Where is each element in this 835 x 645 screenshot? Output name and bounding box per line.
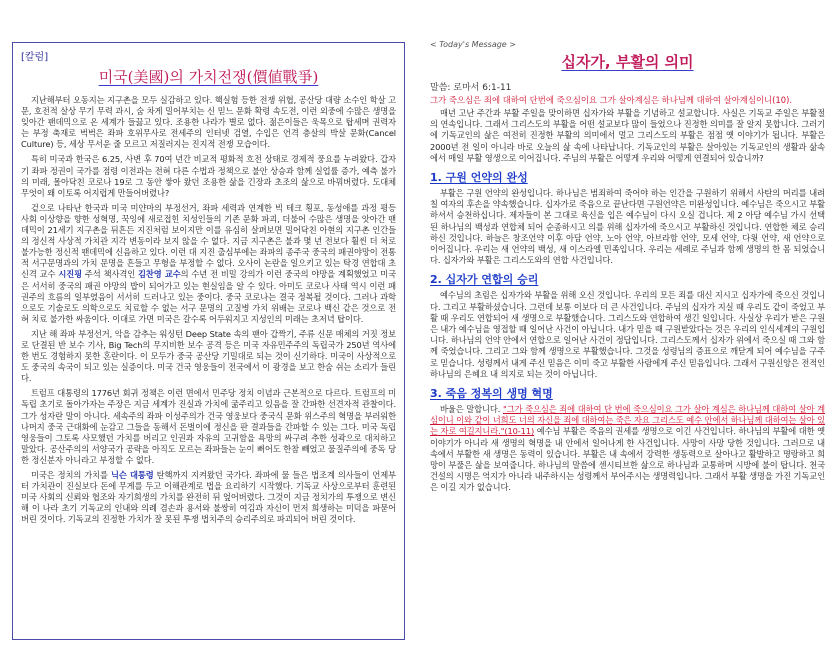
paragraph-text: 주석 책사격인 (81, 269, 139, 280)
column-paragraph (21, 388, 396, 466)
highlighted-name: 닉슨 대통령 (110, 470, 154, 480)
section-body-1: 부활은 구원 언약의 완성입니다. 하나님은 범죄하여 죽어야 하는 인간을 구원하기 위해서 사탄의 머리를 내려 칠 여자의 후손을 약속했습니다. 십자가로 죽음으로 끝난다면 구원언약은 미완성입니다. 예수님은 죽으시고 부활하셔서 승천하십니다. 제자들이 본 그대로 육신을 입은 예수님이 다시 오실 겁니다. 제 2 아담 예수님 가시 선택된 하나님의 백성과 연합체 되어 순종하시고 의를 위해 십자가에 죽으시고 부활하신 것입니다. 연합한 체로 승리하신 것입니다. 하늘은 창조언약 이후 아담 언약, 노아 언약, 아브라함 언약, 모세 언약, 다윗 언약, 새 언약으로 이어집니다. 우리는 새 언약의 백성, 새 이스라엘 민족입니다. 우리는 세례로 주님과 함께 생명의 한 몸 되었습니다. 십자가와 부활은 그리스도와의 연합 사건입니다. (430, 188, 825, 266)
column-body (21, 95, 396, 525)
section-heading-1: 1. 구원 언약의 완성 (430, 171, 528, 185)
paragraph-text: 트럼프 대통령의 1776년 회귀 정책은 이런 면에서 민주당 정치 이념과 근본적으로 다르다. 트럼프의 미 독립 초기로 돌아가자는 주장은 지금 세계가 진실과 가치에 굶주리고 있음을 잘 간파한 선견자적 관찰이다. 그가 성자란 말이 아니다. 세속주의 좌파 이성주의가 건국 영웅보다 중국식 문화 위스주의 혁명을 부러워한 나머지 중국 근대화에 눈감고 그들을 동해서 돈벌이에 정신을 판 결과들을 간파할 수 있는 그다. 미국 독립 영웅들이 그토록 사모했던 가치를 버리고 인권과 자유의 고귀함을 욕망의 싸구려 추한 성곽으로 대치하고 말았다. 공산주의의 서양국가 공략을 아직도 모르는 좌파들는 눈이 뻐어도 한참 빼었고 물질주의에 중독 당한 정신분자 아니라고 부정할 수 없다. (21, 388, 396, 465)
scripture-reference: 말씀: 로마서 6:1-11 (430, 83, 512, 93)
paragraph-text: 탄핵까지 지켜왔던 국가다. 좌파에 물 들은 법조계 의사들이 언제부터 가치관이 진실보다 돈에 무게를 두고 이해관계로 법을 요리하기 시작했다. 기독교 사상으로부터 훈련된 미국 사회의 신뢰와 협조와 자기희생의 가치를 완전히 뒤 엎어버렸다. 그것이 지금 정치가의 투쟁으로 변신해 이 나라 초기 기독교의 인내와 의례 겸손과 용서와 불쌍히 여김과 자신이 먼저 희생하는 미덕을 파묻어버린 것이다. 기독교의 진정한 가치가 잘 못된 투쟁 법치주의 승리주의로 파괴되어 버린 것이다. (21, 470, 396, 525)
section-body-3 (430, 404, 825, 494)
section-body-3-rest: 예수님 부활은 죽음의 권세를 생명으로 이긴 사건입니다. 하나님의 부활에 대한 옛 이야기가 아니라 새 생명의 혁명을 내 안에서 일어나게 한 사건입니다. 사망이 사망 당한 것입니다. 그러므로 내 속에서 부활한 새 생명은 동력이 있습니다. 부활은 내 속에서 강력한 생동력으로 살아나고 활발하고 명랑하고 희망이 부풀은 삶을 보여줍니다. 하나님의 말씀에 센시티브한 삶으로 하나님과 교통하며 시방에 불이 탑니다. 천국 건설의 시명은 억지가 아니라 내주하시는 성령께서 부어주시는 생명력입니다. 그래서 부활 생명을 가진 기독교인은 이길 지가 없습니다. (430, 426, 825, 493)
paragraph-text: 의 수년 전 비밀 강의가 이런 중국의 야망을 계획했었고 미국은 서서히 중국의 패권 야망의 밥이 되어가고 있는 현실임을 알 수 있다. 아미도 코로나 사태 역시 이런 패권주의 흐름의 일부였음이 서서히 드러나고 있는 중이다. 중국 코로나는 결국 정복될 것이다. 그러나 과학으로도 기술로도 의학으로도 치료할 수 없는 서구 문명의 고질병 가치 위배는 코로나 백신 같은 것으로 전혀 치료 불가한 싸움이다. 이대로 가면 미국은 갈수록 어두워지고 지성인의 미래는 초저녁 탑이다. (21, 269, 396, 324)
message-tag: < Today's Message > (430, 40, 516, 49)
key-verse: 그가 죽으심은 죄에 대하여 단번에 죽으심이요 그가 살아계심은 하나님께 대하여 살아계심이니(10). (430, 95, 792, 105)
section-heading-3: 3. 죽음 정복의 생명 혁명 (430, 387, 553, 401)
section-body-3-lead: 바울은 말합니다. (440, 404, 503, 415)
section-heading-2: 2. 십자가 연합의 승리 (430, 273, 539, 287)
column-paragraph (21, 470, 396, 525)
column-tag: [칼럼] (21, 52, 49, 63)
sermon-intro: 매년 고난 주간과 부활 주일을 맞이하면 십자가와 부활을 기념하고 설교합니다. 사실은 기독교 주일은 부활절의 연속입니다. 그래서 그리스도의 부활을 어떤 설교보다 많이 들었으나 진정한 의미를 잘 알지 못합니다. 그러기에 기독교인의 삶은 여전히 진정한 부활의 의미에서 멀고 그리스도의 부활은 점점 옛 이야기가 됩니다. 부활은 2000년 전 일이 아니라 바로 오늘의 삶 속에 나타납니다. 기독교인의 부활은 살아있는 기독교인의 생활과 삶속에서 매일 부활 영생으로 이어집니다. 주님의 부활은 어떻게 우리와 어떻게 연결되어 있습니까? (430, 108, 825, 163)
column-paragraph (21, 154, 396, 198)
paragraph-text: 지난 해 좌파 부정선거, 악을 감추는 워싱턴 Deep State 속의 팬아 갑짝기, 주류 신문 매체의 거짓 정보로 단결된 반 보수 기사, Big Tech의 무지비한 보수 공격 등은 미국 자유민주주의 독립국가 250년 역사에 한 번도 경험하지 못한 혼란이다. 이 모두가 중국 공산당 기밀대로 되는 것이 신기하다. 미국이 사상적으로도 중국의 속국이 되고 있는 실증이다. 미국 건국 영웅들이 전국에서 이 광경을 보고 한숨 쉬는 소리가 들린다. (21, 328, 396, 384)
column-box (12, 42, 405, 640)
column-title: 미국(美國)의 가치전쟁(價値戰爭) (98, 68, 319, 86)
paragraph-text: 특히 미국과 한국은 6.25, 사변 후 70여 년간 비교적 평화적 흐전 상태로 경제적 풍요를 누려왔다. 갑자기 좌파 정권이 국가를 점령 이전과는 전혀 다른 수법과 정책으로 불안 상승과 함께 실업률 증가, 예측 불가의 미래, 몰아닥친 코로나 19로 그 동안 쌓아 왔던 조용한 삶을 긴장과 초조의 삶으로 바꿔버렸다. 도대체 무엇이 왜 이토록 어지럽게 만들어버렸나? (21, 154, 396, 198)
section-body-3-quote: "그가 죽으심은 죄에 대하여 단 번에 죽으심이요 그가 살아 계심은 하나님께 대하여 살아 계심이니 이와 같이 너희도 너의 자신을 죄에 대하여는 죽은 자요 그리스도 예수 안에서 하나님께 대하여는 살아 있는 자로 여길지니라."(10-11) (430, 404, 825, 437)
sermon-area (430, 40, 825, 640)
paragraph-text: 지난해부터 오동지는 지구촌을 모두 실감하고 있다. 핵실험 등한 전쟁 위협, 공산당 대량 소수인 학살 고문, 호전적 살상 무기 무력 과시, 숨 차게 밀어부치는 신 믿느 문화 확령 속도전, 이런 외중에 수많은 생명을 잊아간 팬데믹으로 온 세계가 들끓고 있다. 조용한 나라가 별로 없다. 젊은이들은 욱목으로 탑세며 권력자는 부정 축재로 벅벅은 좌파 호위무사로 전세주의 인터넷 검열, 수입은 언격 층살의 박살 문화(Cancel Culture) 등, 세상 무서운 줄 모르고 저질러지는 진지적 전쟁 모습이다. (21, 95, 396, 150)
column-paragraph (21, 203, 396, 325)
column-paragraph (21, 95, 396, 150)
sermon-title: 십자가, 부활의 의미 (561, 53, 694, 71)
section-body-2: 예수님의 초림은 십자가와 부활을 위해 오신 것입니다. 우리의 모든 죄를 대신 지시고 십자가에 죽으신 것입니다. 그리고 부활하셨습니다. 그런데 보통 이보다 더 큰 사건입니다. 주님의 십자가 지실 때 우리도 같이 죽었고 부활 때 우리도 연합되어 새 생명으로 부활했습니다. 그리스도와 연합하여 생긴 일입니다. 사실상 우리가 받은 구원은 내가 예수님을 영접할 때 일어난 사건이 아닙니다. 내가 믿을 때 구원받았다는 것은 우리의 인식세계의 구원입니다. 하나님의 언약 안에서 연합으로 일어난 사건이 정답입니다. 그리스도께서 십자가 위에서 죽으실 때 그와 함께 죽었습니다. 그리고 그와 함께 생명으로 부활했습니다. 그것을 성령님의 증표으로 깨닫게 되어 예수님을 구주로 믿습니다. 성령께서 내게 주신 믿음은 이미 죽고 부활한 사람에게 주신 믿음입니다. 그래서 구원신앙은 전적인 하나님의 은혜요 내 의지로 되는 것이 아닙니다. (430, 290, 825, 379)
column-paragraph (21, 329, 396, 384)
highlighted-name: 김찬영 교수 (138, 269, 181, 280)
paragraph-text: 미국은 정치의 가치를 (31, 470, 111, 480)
highlighted-name: 시진핑 (58, 269, 82, 280)
paragraph-text: 겉으로 나타난 한국과 미국 미얀마의 부정선거, 좌파 세력과 연계한 빅 테크 횡포, 동성애를 과정 평등 사회 이상향을 향한 성혁명, 꾹잉에 새로접힌 치성인들의 기존 문화 파괴, 더불어 수많은 생명을 앗아간 팬데믹이 21세기 지구촌을 뒤흔든 지진처럼 보이지만 이를 유심히 살펴보면 밀어닥친 아현의 지구촌 인간들의 정신적 사상적 가치관 지각 변동이라 보지 않을 수 없다. 지금 지구촌은 불과 몇 년 전보다 훨씬 더 처로 불가능한 정신적 팬데믹에 신음하고 있다. 이런 대 지진 출심부에는 좌파의 종주국 중국의 패권야망이 전통적 서구문명과의 가치 문명을 흔들고 무형을 부정할 수 없다. 오사이 논란을 일으키고 있는 탁경 연합대 초신격 교수 (21, 202, 396, 280)
